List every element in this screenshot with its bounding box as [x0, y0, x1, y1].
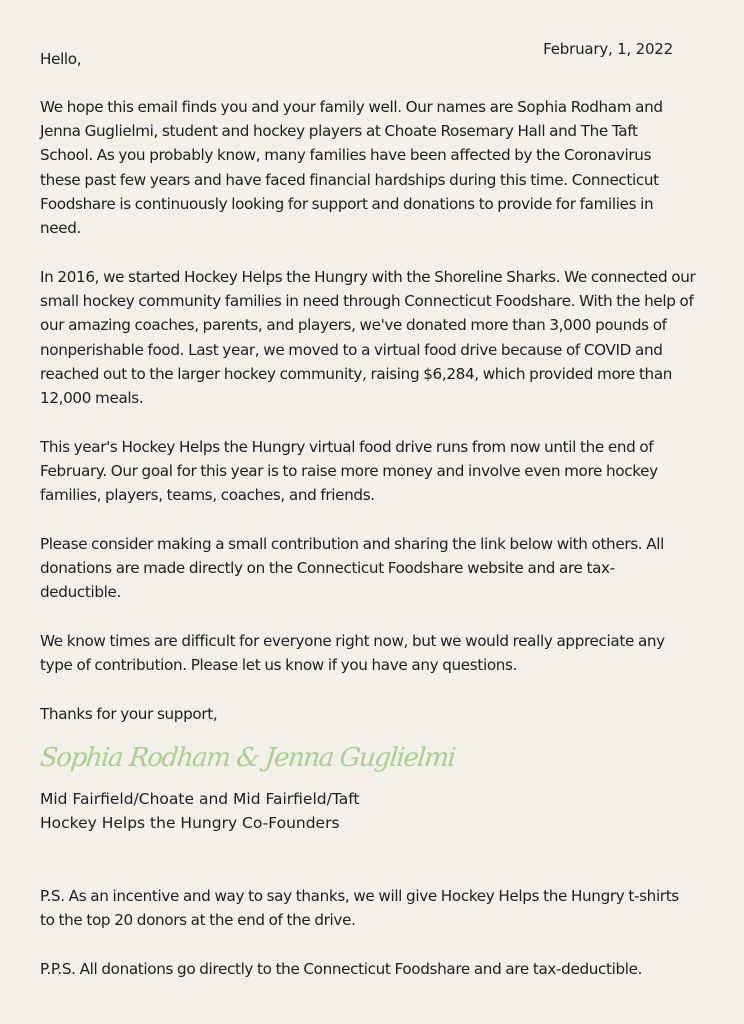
text-line: our amazing coaches, parents, and players, we've donated more than 3,000 pounds of — [40, 316, 667, 335]
text-line: School. As you probably know, many families have been affected by the Coronavirus — [40, 146, 652, 165]
text-line: P.S. As an incentive and way to say thanks, we will give Hockey Helps the Hungry t-shirts — [40, 887, 679, 905]
text-line: donations are made directly on the Connecticut Foodshare website and are tax- — [40, 559, 615, 578]
text-line: type of contribution. Please let us know if you have any questions. — [40, 656, 518, 675]
text-line: families, players, teams, coaches, and friends. — [40, 486, 375, 505]
postscript — [40, 884, 710, 932]
letter-date: February, 1, 2022 — [543, 40, 673, 58]
signature: Sophia Rodham & Jenna Guglielmi — [38, 743, 457, 773]
text-line: these past few years and have faced financial hardships during this time. Connecticut — [40, 170, 659, 189]
affiliation-line: Mid Fairfield/Choate and Mid Fairfield/Taft — [40, 790, 360, 808]
text-line: need. — [40, 219, 82, 238]
greeting — [40, 47, 710, 71]
text-line: This year's Hockey Helps the Hungry virtual food drive runs from now until the end of — [40, 438, 654, 456]
post-postscript — [40, 957, 710, 981]
greeting-line: Hello, — [40, 50, 82, 68]
text-line: nonperishable food. Last year, we moved to a virtual food drive because of COVID and — [40, 340, 663, 359]
text-line: to the top 20 donors at the end of the drive. — [40, 911, 356, 930]
paragraph-intro — [40, 95, 710, 240]
closing — [40, 702, 710, 726]
text-line: P.P.S. All donations go directly to the Connecticut Foodshare and are tax-deductible. — [40, 960, 643, 978]
text-line: small hockey community families in need through Connecticut Foodshare. With the help of — [40, 292, 694, 311]
text-line: Jenna Guglielmi, student and hockey players at Choate Rosemary Hall and The Taft — [40, 122, 638, 141]
text-line: We know times are difficult for everyone right now, but we would really appreciate any — [40, 632, 665, 650]
paragraph-request — [40, 532, 710, 605]
text-line: In 2016, we started Hockey Helps the Hungry with the Shoreline Sharks. We connected our — [40, 268, 696, 286]
paragraph-appreciation — [40, 629, 710, 677]
closing-line: Thanks for your support, — [40, 705, 218, 723]
paragraph-goal — [40, 435, 710, 508]
paragraph-history — [40, 265, 710, 410]
text-line: 12,000 meals. — [40, 389, 144, 408]
text-line: reached out to the larger hockey community, raising $6,284, which provided more than — [40, 364, 673, 383]
text-line: February. Our goal for this year is to raise more money and involve even more hockey — [40, 462, 658, 481]
text-line: Please consider making a small contribution and sharing the link below with others. All — [40, 535, 665, 553]
affiliation — [40, 787, 710, 835]
affiliation-line: Hockey Helps the Hungry Co-Founders — [40, 814, 340, 833]
text-line: Foodshare is continuously looking for support and donations to provide for families in — [40, 194, 654, 213]
text-line: deductible. — [40, 583, 121, 602]
text-line: We hope this email finds you and your family well. Our names are Sophia Rodham and — [40, 98, 663, 116]
